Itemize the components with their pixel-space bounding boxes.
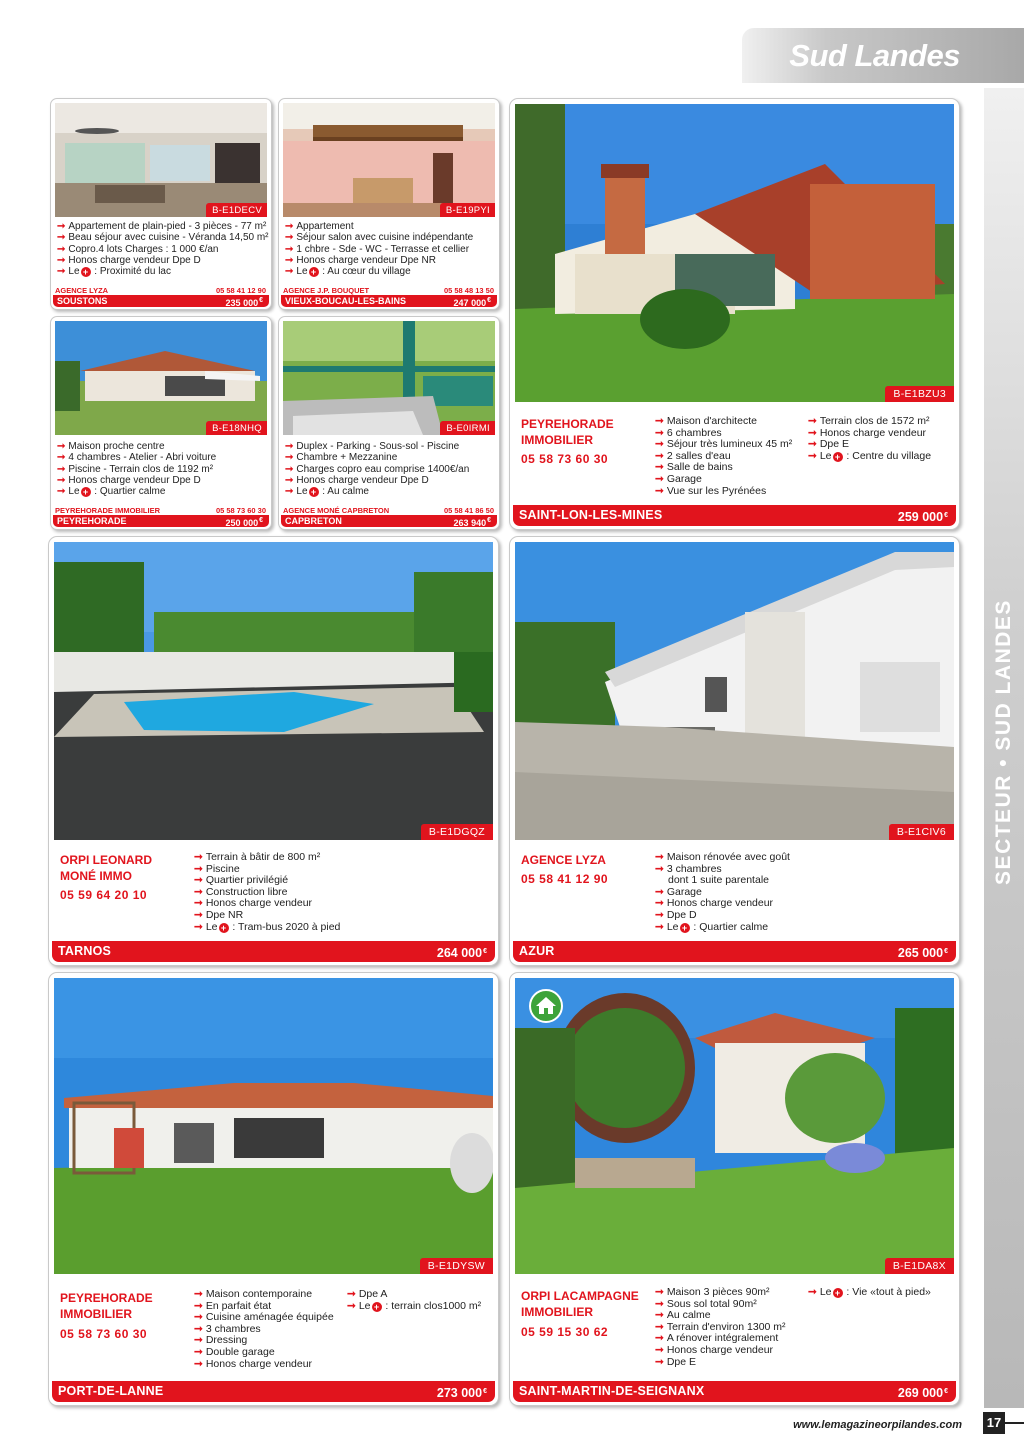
feature-item: ➞ Garage bbox=[655, 885, 702, 898]
arrow-right-icon: ➞ bbox=[655, 1320, 664, 1333]
listing-photo bbox=[515, 542, 954, 840]
agency-phone[interactable]: 05 58 73 60 30 bbox=[215, 506, 266, 515]
feature-item: ➞ Dpe E bbox=[808, 438, 849, 451]
city-price-bar bbox=[52, 1381, 495, 1402]
feature-item: ➞ Quartier privilégié bbox=[194, 874, 289, 887]
feature-item: ➞ 4 chambres - Atelier - Abri voiture bbox=[57, 452, 217, 464]
feature-item: ➞ Honos charge vendeur Dpe NR bbox=[285, 254, 436, 266]
arrow-right-icon: ➞ bbox=[347, 1299, 356, 1312]
arrow-right-icon: ➞ bbox=[57, 463, 66, 475]
eco-house-icon bbox=[529, 989, 563, 1023]
arrow-right-icon: ➞ bbox=[655, 438, 664, 451]
arrow-right-icon: ➞ bbox=[655, 415, 664, 427]
city-label: TARNOS bbox=[58, 944, 112, 958]
feature-item: ➞ Honos charge vendeur bbox=[808, 426, 927, 439]
reference-badge: B-E1DGQZ bbox=[421, 824, 493, 840]
reference-badge: B-E1DYSW bbox=[420, 1258, 493, 1274]
plus-icon: + bbox=[833, 452, 843, 462]
city-label: AZUR bbox=[519, 944, 555, 958]
arrow-right-icon: ➞ bbox=[57, 254, 66, 266]
city-label: CAPBRETON bbox=[285, 516, 342, 526]
city-label: PORT-DE-LANNE bbox=[58, 1384, 164, 1398]
agency-phone[interactable]: 05 59 15 30 62 bbox=[521, 1325, 609, 1339]
plus-icon: + bbox=[309, 267, 319, 277]
city-price-bar bbox=[52, 941, 495, 962]
feature-item: ➞ Honos charge vendeur Dpe D bbox=[57, 474, 201, 486]
city-price-bar bbox=[513, 1381, 956, 1402]
city-label: SAINT-MARTIN-DE-SEIGNANX bbox=[519, 1384, 705, 1398]
feature-item: ➞ Dpe E bbox=[655, 1355, 696, 1368]
agency-phone[interactable]: 05 58 48 13 50 bbox=[443, 286, 494, 295]
reference-badge: B-E1BZU3 bbox=[885, 386, 954, 402]
feature-item: ➞ Copro.4 lots Charges : 1 000 €/an bbox=[57, 243, 219, 255]
feature-item: ➞ Appartement bbox=[285, 221, 354, 232]
feature-item: ➞ Construction libre bbox=[194, 885, 288, 898]
listing-photo bbox=[283, 103, 495, 217]
feature-item: ➞ Le + : Au cœur du village bbox=[285, 266, 411, 278]
feature-list-secondary bbox=[808, 1287, 931, 1299]
agency-phone[interactable]: 05 59 64 20 10 bbox=[60, 888, 148, 902]
feature-list bbox=[285, 221, 473, 277]
feature-item: ➞ Le + : Centre du village bbox=[808, 449, 932, 462]
arrow-right-icon: ➞ bbox=[194, 1288, 203, 1300]
price-label: 247 000€ bbox=[453, 297, 491, 308]
feature-item: ➞ Terrain d'environ 1300 m² bbox=[655, 1320, 786, 1333]
arrow-right-icon: ➞ bbox=[285, 441, 294, 452]
city-price-bar bbox=[281, 515, 497, 527]
price-label: 259 000€ bbox=[897, 510, 948, 524]
plus-icon: + bbox=[372, 1302, 382, 1312]
feature-item: ➞ Séjour très lumineux 45 m² bbox=[655, 438, 793, 451]
agency-phone[interactable]: 05 58 41 12 90 bbox=[215, 286, 266, 295]
feature-item: ➞ Duplex - Parking - Sous-sol - Piscine bbox=[285, 441, 460, 452]
feature-item: ➞ Le + : Au calme bbox=[285, 486, 369, 498]
agency-name: AGENCE MONÉ CAPBRETON bbox=[283, 506, 390, 515]
city-price-bar bbox=[281, 295, 497, 307]
listing-photo bbox=[55, 103, 267, 217]
feature-item: ➞ Au calme bbox=[655, 1309, 711, 1322]
feature-list bbox=[655, 852, 790, 933]
arrow-right-icon: ➞ bbox=[655, 885, 664, 898]
feature-item: dont 1 suite parentale bbox=[668, 874, 769, 887]
arrow-right-icon: ➞ bbox=[808, 1286, 817, 1298]
listing-card-port-de-lanne[interactable] bbox=[48, 972, 499, 1406]
arrow-right-icon: ➞ bbox=[655, 1286, 664, 1298]
feature-item: ➞ Honos charge vendeur bbox=[655, 897, 774, 910]
feature-item: ➞ Maison d'architecte bbox=[655, 415, 757, 427]
arrow-right-icon: ➞ bbox=[57, 243, 66, 255]
feature-list bbox=[57, 441, 216, 497]
arrow-right-icon: ➞ bbox=[655, 1343, 664, 1356]
reference-badge: B-E0IRMI bbox=[440, 421, 495, 435]
feature-item: ➞ Terrain clos de 1572 m² bbox=[808, 415, 930, 427]
feature-list-secondary bbox=[808, 416, 931, 462]
price-label: 263 940€ bbox=[453, 517, 491, 528]
plus-icon: + bbox=[309, 487, 319, 497]
feature-item: ➞ 2 salles d'eau bbox=[655, 449, 731, 462]
arrow-right-icon: ➞ bbox=[808, 449, 817, 462]
feature-item: ➞ Charges copro eau comprise 1400€/an bbox=[285, 463, 470, 475]
feature-item: ➞ Le + : Tram-bus 2020 à pied bbox=[194, 920, 341, 933]
arrow-right-icon: ➞ bbox=[655, 449, 664, 462]
feature-item: ➞ Dpe A bbox=[347, 1288, 388, 1300]
sidebar-sector-label: SECTEUR • SUD LANDES bbox=[992, 599, 1015, 885]
feature-item: ➞ Honos charge vendeur bbox=[194, 1357, 313, 1370]
feature-item: ➞ Appartement de plain-pied - 3 pièces - 77 m² bbox=[57, 221, 267, 232]
feature-item: ➞ Maison proche centre bbox=[57, 441, 165, 452]
agency-name: AGENCE LYZA bbox=[521, 853, 606, 867]
arrow-right-icon: ➞ bbox=[655, 862, 664, 875]
arrow-right-icon: ➞ bbox=[194, 885, 203, 898]
arrow-right-icon: ➞ bbox=[285, 486, 294, 498]
feature-item: ➞ A rénover intégralement bbox=[655, 1332, 779, 1345]
city-price-bar bbox=[53, 295, 269, 307]
listing-card-capbreton[interactable] bbox=[278, 316, 500, 530]
city-price-bar bbox=[513, 941, 956, 962]
feature-item: ➞ Le + : Vie «tout à pied» bbox=[808, 1286, 931, 1298]
feature-item: ➞ Piscine - Terrain clos de 1192 m² bbox=[57, 463, 214, 475]
arrow-right-icon: ➞ bbox=[808, 426, 817, 439]
feature-item: ➞ 1 chbre - Sde - WC - Terrasse et cellier bbox=[285, 243, 470, 255]
reference-badge: B-E1DECV bbox=[206, 203, 267, 217]
arrow-right-icon: ➞ bbox=[285, 221, 294, 232]
arrow-right-icon: ➞ bbox=[57, 486, 66, 498]
arrow-right-icon: ➞ bbox=[57, 221, 66, 232]
arrow-right-icon: ➞ bbox=[194, 920, 203, 933]
feature-item: ➞ 3 chambres bbox=[655, 862, 722, 875]
feature-item: ➞ Cuisine aménagée équipée bbox=[194, 1311, 334, 1324]
price-label: 265 000€ bbox=[897, 946, 948, 960]
agency-phone[interactable]: 05 58 41 12 90 bbox=[521, 872, 609, 886]
city-price-bar bbox=[53, 515, 269, 527]
price-label: 235 000€ bbox=[225, 297, 263, 308]
agency-name: PEYREHORADE IMMOBILIER bbox=[55, 506, 161, 515]
feature-item: ➞ Honos charge vendeur Dpe D bbox=[285, 474, 429, 486]
city-label: SAINT-LON-LES-MINES bbox=[519, 508, 663, 522]
arrow-right-icon: ➞ bbox=[655, 908, 664, 921]
arrow-right-icon: ➞ bbox=[808, 415, 817, 427]
arrow-right-icon: ➞ bbox=[655, 851, 664, 863]
arrow-right-icon: ➞ bbox=[285, 463, 294, 475]
arrow-right-icon: ➞ bbox=[285, 254, 294, 266]
arrow-right-icon: ➞ bbox=[194, 1334, 203, 1347]
reference-badge: B-E1DA8X bbox=[885, 1258, 954, 1274]
arrow-right-icon: ➞ bbox=[655, 1309, 664, 1322]
arrow-right-icon: ➞ bbox=[194, 1311, 203, 1324]
arrow-right-icon: ➞ bbox=[655, 472, 664, 485]
agency-name: ORPI LACAMPAGNE IMMOBILIER bbox=[521, 1289, 639, 1319]
arrow-right-icon: ➞ bbox=[655, 484, 664, 497]
arrow-right-icon: ➞ bbox=[57, 441, 66, 452]
city-label: VIEUX-BOUCAU-LES-BAINS bbox=[285, 296, 407, 306]
feature-item: ➞ Vue sur les Pyrénées bbox=[655, 484, 767, 497]
city-label: SOUSTONS bbox=[57, 296, 108, 306]
plus-icon: + bbox=[680, 923, 690, 933]
feature-item: ➞ Le + : terrain clos1000 m² bbox=[347, 1299, 482, 1312]
feature-list bbox=[655, 416, 792, 497]
city-price-bar bbox=[513, 505, 956, 526]
feature-list bbox=[194, 852, 340, 933]
feature-item: ➞ 3 chambres bbox=[194, 1322, 261, 1335]
website-link[interactable]: www.lemagazineorpilandes.com bbox=[793, 1419, 962, 1431]
feature-item: ➞ Salle de bains bbox=[655, 461, 733, 474]
arrow-right-icon: ➞ bbox=[57, 474, 66, 486]
arrow-right-icon: ➞ bbox=[194, 874, 203, 887]
agency-phone[interactable]: 05 58 41 86 50 bbox=[443, 506, 494, 515]
price-label: 264 000€ bbox=[436, 946, 487, 960]
feature-item: ➞ Maison contemporaine bbox=[194, 1288, 313, 1300]
listing-photo bbox=[54, 978, 493, 1274]
plus-icon: + bbox=[81, 487, 91, 497]
feature-item: ➞ Dpe NR bbox=[194, 908, 244, 921]
feature-list bbox=[57, 221, 269, 277]
feature-list bbox=[194, 1289, 334, 1370]
arrow-right-icon: ➞ bbox=[808, 438, 817, 451]
listing-photo bbox=[55, 321, 267, 435]
section-title: Sud Landes bbox=[789, 38, 960, 73]
listing-card-vieux-boucau[interactable] bbox=[278, 98, 500, 310]
feature-item: ➞ Le + : Quartier calme bbox=[655, 920, 769, 933]
feature-item: ➞ Garage bbox=[655, 472, 702, 485]
arrow-right-icon: ➞ bbox=[194, 908, 203, 921]
feature-item: ➞ En parfait état bbox=[194, 1299, 272, 1312]
price-label: 269 000€ bbox=[897, 1386, 948, 1400]
arrow-right-icon: ➞ bbox=[655, 897, 664, 910]
arrow-right-icon: ➞ bbox=[194, 1345, 203, 1358]
agency-name: AGENCE LYZA bbox=[55, 286, 109, 295]
arrow-right-icon: ➞ bbox=[194, 851, 203, 863]
feature-item: ➞ 6 chambres bbox=[655, 426, 722, 439]
arrow-right-icon: ➞ bbox=[655, 461, 664, 474]
price-label: 250 000€ bbox=[225, 517, 263, 528]
agency-name: PEYREHORADE IMMOBILIER bbox=[521, 417, 614, 447]
reference-badge: B-E19PYI bbox=[440, 203, 495, 217]
reference-badge: B-E1CIV6 bbox=[889, 824, 954, 840]
agency-phone[interactable]: 05 58 73 60 30 bbox=[60, 1327, 148, 1341]
plus-icon: + bbox=[219, 923, 229, 933]
feature-item: ➞ Beau séjour avec cuisine - Véranda 14,50 m² bbox=[57, 232, 269, 244]
feature-list-secondary bbox=[347, 1289, 481, 1312]
agency-name: AGENCE J.P. BOUQUET bbox=[283, 286, 370, 295]
reference-badge: B-E18NHQ bbox=[206, 421, 267, 435]
feature-item: ➞ Piscine bbox=[194, 862, 240, 875]
arrow-right-icon: ➞ bbox=[285, 232, 294, 244]
price-label: 273 000€ bbox=[436, 1386, 487, 1400]
feature-item: ➞ Double garage bbox=[194, 1345, 275, 1358]
feature-item: ➞ Sous sol total 90m² bbox=[655, 1297, 757, 1310]
feature-item: ➞ Maison 3 pièces 90m² bbox=[655, 1286, 770, 1298]
arrow-right-icon: ➞ bbox=[57, 266, 66, 278]
feature-list bbox=[655, 1287, 786, 1368]
arrow-right-icon: ➞ bbox=[347, 1288, 356, 1300]
arrow-right-icon: ➞ bbox=[285, 243, 294, 255]
feature-item: ➞ Chambre + Mezzanine bbox=[285, 452, 398, 464]
arrow-right-icon: ➞ bbox=[194, 862, 203, 875]
feature-item: ➞ Dressing bbox=[194, 1334, 248, 1347]
feature-item: ➞ Le + : Quartier calme bbox=[57, 486, 166, 498]
feature-item: ➞ Terrain à bâtir de 800 m² bbox=[194, 851, 321, 863]
listing-photo bbox=[283, 321, 495, 435]
page-number: 17 bbox=[983, 1412, 1005, 1434]
listing-card-tarnos[interactable] bbox=[48, 536, 499, 966]
feature-item: ➞ Honos charge vendeur bbox=[194, 897, 313, 910]
plus-icon: + bbox=[833, 1288, 843, 1298]
feature-item: ➞ Honos charge vendeur Dpe D bbox=[57, 254, 201, 266]
page-number-rule bbox=[1005, 1422, 1024, 1424]
arrow-right-icon: ➞ bbox=[655, 426, 664, 439]
arrow-right-icon: ➞ bbox=[194, 1322, 203, 1335]
feature-item: ➞ Le + : Proximité du lac bbox=[57, 266, 171, 278]
listing-photo bbox=[515, 104, 954, 402]
arrow-right-icon: ➞ bbox=[194, 1357, 203, 1370]
feature-item: ➞ Honos charge vendeur bbox=[655, 1343, 774, 1356]
feature-item: ➞ Maison rénovée avec goût bbox=[655, 851, 790, 863]
listing-card-peyrehorade[interactable] bbox=[50, 316, 272, 530]
arrow-right-icon: ➞ bbox=[57, 232, 66, 244]
listing-card-azur[interactable] bbox=[509, 536, 960, 966]
arrow-right-icon: ➞ bbox=[655, 1297, 664, 1310]
arrow-right-icon: ➞ bbox=[655, 1332, 664, 1345]
listing-card-saint-martin-de-seignanx[interactable] bbox=[509, 972, 960, 1406]
plus-icon: + bbox=[81, 267, 91, 277]
arrow-right-icon: ➞ bbox=[285, 474, 294, 486]
arrow-right-icon: ➞ bbox=[655, 920, 664, 933]
arrow-right-icon: ➞ bbox=[194, 897, 203, 910]
agency-name: ORPI LEONARD MONÉ IMMO bbox=[60, 853, 153, 883]
listing-card-soustons[interactable] bbox=[50, 98, 272, 310]
agency-phone[interactable]: 05 58 73 60 30 bbox=[521, 452, 609, 466]
listing-photo bbox=[515, 978, 954, 1274]
arrow-right-icon: ➞ bbox=[57, 452, 66, 464]
feature-item: ➞ Séjour salon avec cuisine indépendante bbox=[285, 232, 474, 244]
arrow-right-icon: ➞ bbox=[655, 1355, 664, 1368]
arrow-right-icon: ➞ bbox=[285, 266, 294, 278]
listing-photo bbox=[54, 542, 493, 840]
arrow-right-icon: ➞ bbox=[285, 452, 294, 464]
arrow-right-icon: ➞ bbox=[194, 1299, 203, 1312]
feature-list bbox=[285, 441, 469, 497]
listing-card-saint-lon-les-mines[interactable] bbox=[509, 98, 960, 530]
city-label: PEYREHORADE bbox=[57, 516, 127, 526]
feature-item: ➞ Dpe D bbox=[655, 908, 697, 921]
agency-name: PEYREHORADE IMMOBILIER bbox=[60, 1291, 153, 1321]
